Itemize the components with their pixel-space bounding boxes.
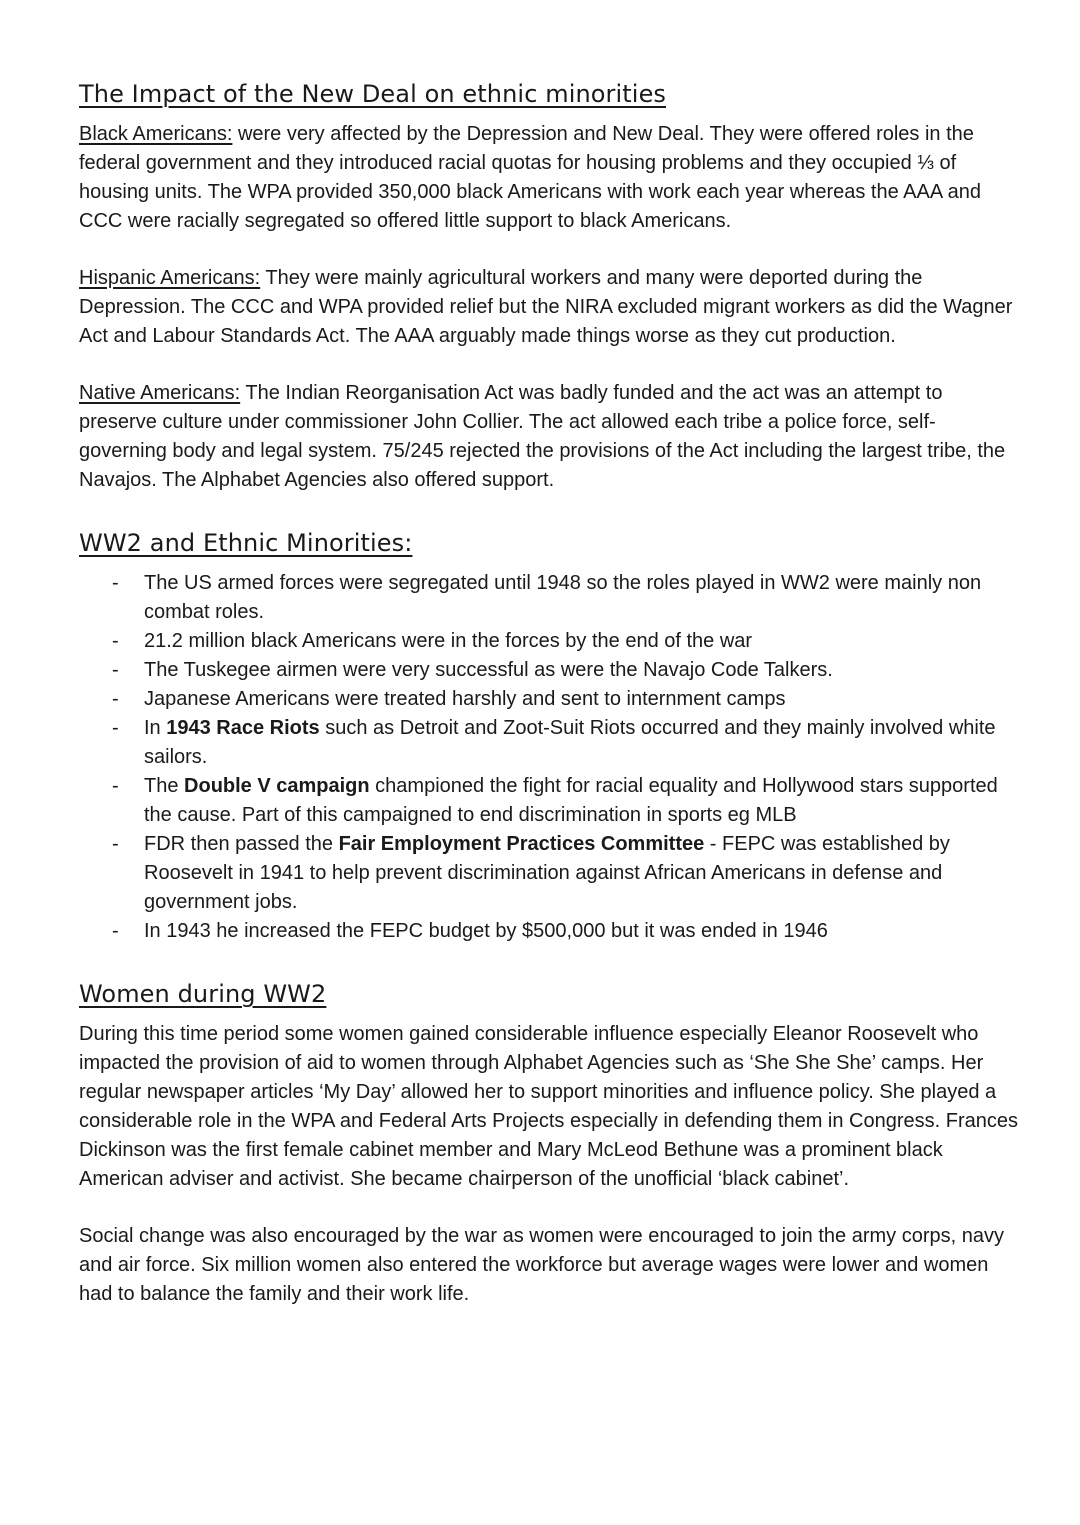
spacer [79, 495, 1019, 527]
bold-term: 1943 Race Riots [166, 717, 320, 739]
label-hispanic-americans: Hispanic Americans: [79, 267, 261, 289]
list-item: - The Double V campaign championed the fight for racial equality and Hollywood stars supported the cause. Part of this campaigned to end discrimination in sports eg MLB [79, 772, 999, 830]
text-hispanic-americans: They were mainly agricultural workers and many were deported during the Depression. The CCC and WPA provided relief but the NIRA excluded migrant workers as did the Wagner Act and Labour Standards Act. The AAA arguably made things worse as they cut production. [79, 267, 1013, 347]
list-item: - In 1943 he increased the FEPC budget by $500,000 but it was ended in 1946 [79, 917, 999, 946]
heading-women-ww2: Women during WW2 [79, 980, 327, 1008]
text-native-americans: The Indian Reorganisation Act was badly funded and the act was an attempt to preserve culture under commissioner John Collier. The act allowed each tribe a police force, self-governing body and legal system. 75/245 rejected the provisions of the Act including the largest tribe, the Navajos. The Alphabet Agencies also offered support. [79, 382, 1006, 491]
spacer [79, 946, 1019, 978]
spacer [79, 351, 1019, 379]
list-item: - In 1943 Race Riots such as Detroit and Zoot-Suit Riots occurred and they mainly involved white sailors. [79, 714, 999, 772]
list-item: - The Tuskegee airmen were very successful as were the Navajo Code Talkers. [79, 656, 999, 685]
text-black-americans: were very affected by the Depression and New Deal. They were offered roles in the federal government and they introduced racial quotas for housing problems and they occupied ⅓ of housing units. The WPA provided 350,000 black Americans with work each year whereas the AAA and CCC were racially segregated so offered little support to black Americans. [79, 123, 982, 232]
spacer [79, 236, 1019, 264]
heading-ww2-ethnic-minorities: WW2 and Ethnic Minorities: [79, 529, 413, 557]
bold-term: Fair Employment Practices Committee [338, 833, 705, 855]
list-item: - 21.2 million black Americans were in the forces by the end of the war [79, 627, 999, 656]
heading-new-deal: The Impact of the New Deal on ethnic minorities [79, 80, 667, 108]
paragraph-social-change: Social change was also encouraged by the war as women were encouraged to join the army corps, navy and air force. Six million women also entered the workforce but average wages were lower and women had to balance the family and their work life. [79, 1225, 1004, 1305]
label-native-americans: Native Americans: [79, 382, 241, 404]
paragraph-black-americans [79, 120, 1019, 236]
paragraph-women-influence: During this time period some women gained considerable influence especially Eleanor Roosevelt who impacted the provision of aid to women through Alphabet Agencies such as ‘She She She’ camps. Her regular newspaper articles ‘My Day’ allowed her to support minorities and influence policy. She played a considerable role in the WPA and Federal Arts Projects especially in defending them in Congress. Frances Dickinson was the first female cabinet member and Mary McLeod Bethune was a prominent black American adviser and activist. She became chairperson of the unofficial ‘black cabinet’. [79, 1023, 1019, 1190]
document-page [79, 78, 1019, 1309]
list-item: - FDR then passed the Fair Employment Practices Committee - FEPC was established by Roosevelt in 1941 to help prevent discrimination against African Americans in defense and government jobs. [79, 830, 999, 917]
paragraph-hispanic-americans [79, 264, 1019, 351]
label-black-americans: Black Americans: [79, 123, 233, 145]
spacer [79, 1194, 1019, 1222]
bold-term: Double V campaign [184, 775, 370, 797]
ww2-bullet-list [79, 569, 1019, 946]
list-item: - The US armed forces were segregated until 1948 so the roles played in WW2 were mainly non combat roles. [79, 569, 999, 627]
list-item: - Japanese Americans were treated harshly and sent to internment camps [79, 685, 999, 714]
paragraph-native-americans [79, 379, 1019, 495]
